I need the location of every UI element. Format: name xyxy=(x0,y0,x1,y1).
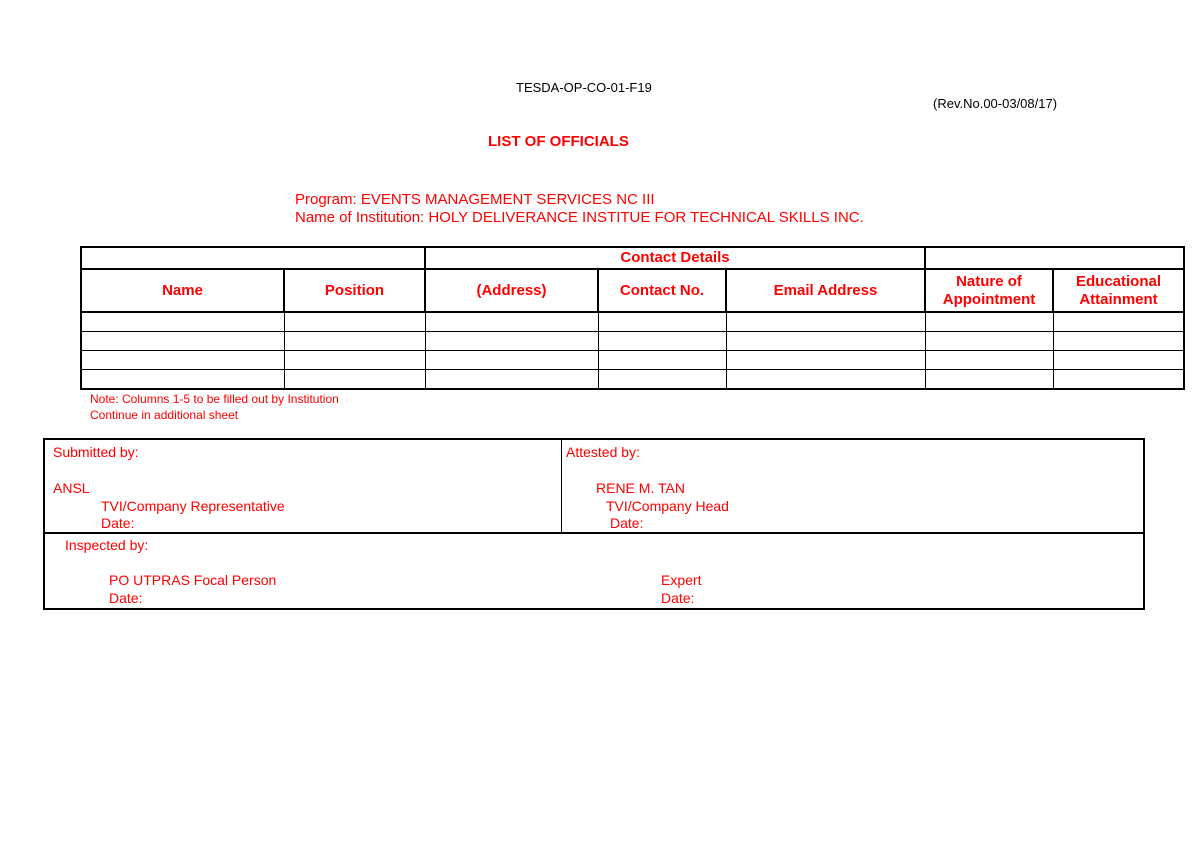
submitted-by-role: TVI/Company Representative xyxy=(101,498,285,514)
table-column-header-row xyxy=(81,269,1184,312)
submitted-by-label: Submitted by: xyxy=(53,444,139,460)
table-cell xyxy=(425,312,598,332)
column-header-educational-attainment: Educational Attainment xyxy=(1053,269,1184,312)
revision-number: (Rev.No.00-03/08/17) xyxy=(933,96,1058,111)
table-cell xyxy=(284,351,425,370)
focal-person-role: PO UTPRAS Focal Person xyxy=(109,572,277,588)
table-cell xyxy=(284,332,425,351)
table-cell xyxy=(425,332,598,351)
table-cell xyxy=(598,332,726,351)
table-cell xyxy=(1053,351,1184,370)
column-header-address: (Address) xyxy=(425,269,598,312)
table-row xyxy=(81,332,1184,351)
institution-line: Name of Institution: HOLY DELIVERANCE INSTITUE FOR TECHNICAL SKILLS INC. xyxy=(295,209,864,226)
submitted-by-date: Date: xyxy=(101,515,135,531)
attested-by-name: RENE M. TAN xyxy=(596,480,685,496)
table-row xyxy=(81,351,1184,370)
attested-by-date: Date: xyxy=(610,515,644,531)
page-title: LIST OF OFFICIALS xyxy=(488,133,629,150)
table-cell xyxy=(925,312,1053,332)
blank-group-cell xyxy=(925,247,1184,269)
table-row xyxy=(81,370,1184,390)
table-cell xyxy=(425,351,598,370)
attested-by-label: Attested by: xyxy=(566,444,640,460)
table-cell xyxy=(1053,370,1184,390)
submitted-by-name: ANSL xyxy=(53,480,90,496)
table-row xyxy=(81,312,1184,332)
column-header-position: Position xyxy=(284,269,425,312)
table-cell xyxy=(598,312,726,332)
inspected-by-label: Inspected by: xyxy=(65,537,149,553)
table-cell xyxy=(81,370,284,390)
table-group-header-row xyxy=(81,247,1184,269)
table-cell xyxy=(284,312,425,332)
table-cell xyxy=(925,332,1053,351)
contact-details-header: Contact Details xyxy=(425,247,925,269)
focal-person-date: Date: xyxy=(109,590,143,606)
program-info xyxy=(295,191,864,227)
table-cell xyxy=(81,332,284,351)
program-line: Program: EVENTS MANAGEMENT SERVICES NC III xyxy=(295,191,655,208)
column-header-contact-no: Contact No. xyxy=(598,269,726,312)
table-cell xyxy=(925,370,1053,390)
table-cell xyxy=(81,351,284,370)
column-header-name: Name xyxy=(81,269,284,312)
table-cell xyxy=(726,351,925,370)
signature-divider-horizontal xyxy=(45,532,1143,534)
expert-role: Expert xyxy=(661,572,702,588)
table-cell xyxy=(726,312,925,332)
table-notes xyxy=(90,391,339,423)
table-cell xyxy=(726,370,925,390)
table-cell xyxy=(925,351,1053,370)
column-header-email: Email Address xyxy=(726,269,925,312)
officials-table xyxy=(80,246,1185,390)
table-cell xyxy=(81,312,284,332)
blank-group-cell xyxy=(81,247,425,269)
form-code: TESDA-OP-CO-01-F19 xyxy=(516,80,652,95)
note-line-1: Note: Columns 1-5 to be filled out by Institution xyxy=(90,392,339,406)
note-line-2: Continue in additional sheet xyxy=(90,408,239,422)
table-cell xyxy=(284,370,425,390)
table-cell xyxy=(598,351,726,370)
expert-date: Date: xyxy=(661,590,695,606)
table-cell xyxy=(425,370,598,390)
signature-divider-vertical xyxy=(561,440,562,532)
table-cell xyxy=(598,370,726,390)
table-cell xyxy=(1053,332,1184,351)
column-header-nature-of-appointment: Nature of Appointment xyxy=(925,269,1053,312)
attested-by-role: TVI/Company Head xyxy=(606,498,729,514)
table-cell xyxy=(726,332,925,351)
table-cell xyxy=(1053,312,1184,332)
signature-block xyxy=(43,438,1145,610)
